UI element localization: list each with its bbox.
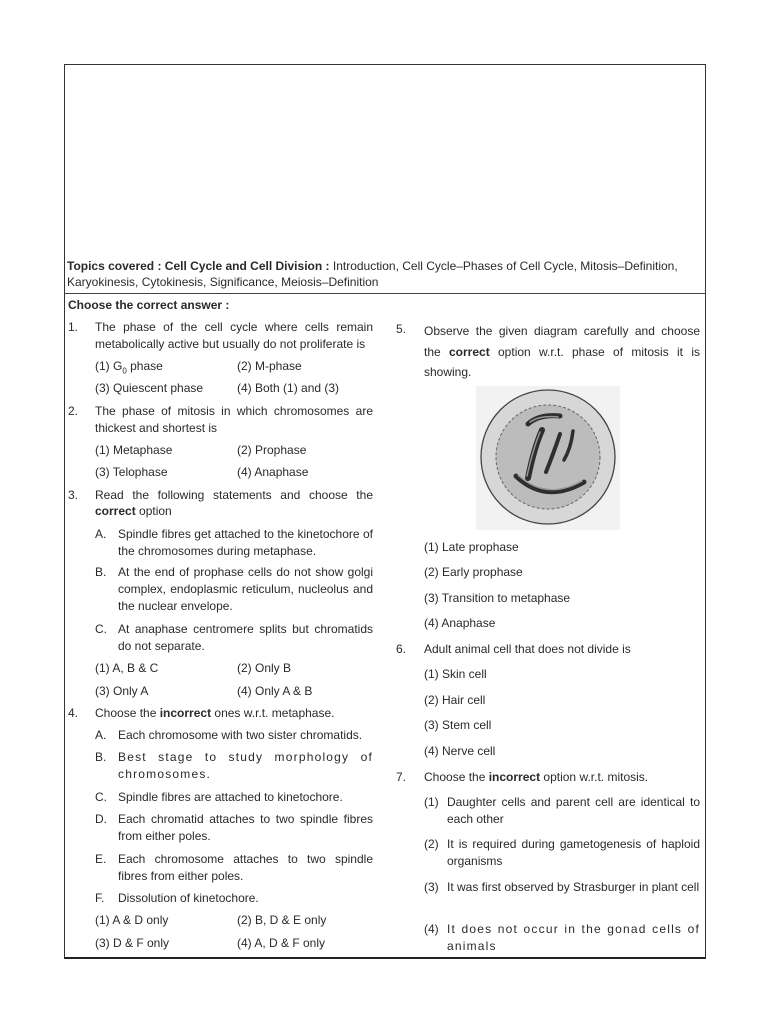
q4-statement-b: B. Best stage to study morphology of chromosomes.	[95, 750, 373, 781]
q1-text: The phase of the cell cycle where cells remain metabolically active but usually do not proliferate is	[95, 320, 373, 351]
q3-option-3[interactable]: (3) Only A	[95, 684, 149, 698]
q1-option-1[interactable]: (1) $G_0$ phase	[95, 359, 163, 376]
q7-option-4[interactable]: (4) It does not occur in the gonad cells of animals	[424, 922, 700, 953]
q2-number: 2.	[68, 404, 79, 418]
q4-statement-a: A. Each chromosome with two sister chromatids.	[95, 728, 363, 742]
q3-option-2[interactable]: (2) Only B	[237, 661, 292, 675]
q2-option-3[interactable]: (3) Telophase	[95, 465, 168, 479]
q3-statement-c: C. At anaphase centromere splits but chromatids do not separate.	[95, 622, 373, 653]
q6-option-1[interactable]: (1) Skin cell	[424, 667, 487, 681]
instruction: Choose the correct answer :	[68, 298, 230, 312]
divider	[64, 293, 706, 294]
q3-statement-b: B. At the end of prophase cells do not show golgi complex, endoplasmic reticulum, nucleolus and the nuclear envelope.	[95, 565, 373, 613]
q4-option-3[interactable]: (3) D & F only	[95, 936, 170, 950]
q7-text: Choose the incorrect option w.r.t. mitosis.	[424, 770, 649, 784]
q3-text-line1: Read the following statements and choose the	[95, 488, 373, 502]
topics-covered	[67, 258, 701, 290]
q3-option-4[interactable]: (4) Only A & B	[237, 684, 313, 698]
q4-number: 4.	[68, 706, 79, 720]
q3-number: 3.	[68, 488, 79, 502]
q3-option-1[interactable]: (1) A, B & C	[95, 661, 159, 675]
q6-option-2[interactable]: (2) Hair cell	[424, 693, 486, 707]
topics-label: Topics covered : Cell Cycle and Cell Division :	[67, 259, 330, 273]
q4-option-1[interactable]: (1) A & D only	[95, 913, 169, 927]
q6-number: 6.	[396, 642, 407, 656]
q4-statement-f: F. Dissolution of kinetochore.	[95, 891, 259, 905]
q4-option-4[interactable]: (4) A, D & F only	[237, 936, 326, 950]
q6-option-4[interactable]: (4) Nerve cell	[424, 744, 496, 758]
q5-option-1[interactable]: (1) Late prophase	[424, 540, 519, 554]
q2-text: The phase of mitosis in which chromosomes are thickest and shortest is	[95, 404, 373, 435]
topics-text: Introduction, Cell Cycle–Phases of Cell Cycle, Mitosis–Definition, Karyokinesis, Cytokinesis, Significance, Meiosis–Definition	[67, 259, 678, 289]
q3-statement-a: A. Spindle fibres get attached to the kinetochore of the chromosomes during metaphase.	[95, 527, 373, 558]
q1-option-4[interactable]: (4) Both (1) and (3)	[237, 381, 340, 395]
q2-option-2[interactable]: (2) Prophase	[237, 443, 307, 457]
q2-option-4[interactable]: (4) Anaphase	[237, 465, 309, 479]
q5-number: 5.	[396, 322, 407, 336]
q4-option-2[interactable]: (2) B, D & E only	[237, 913, 327, 927]
cell-diagram	[476, 386, 620, 530]
q1-option-2[interactable]: (2) M-phase	[237, 359, 302, 373]
q1-number: 1.	[68, 320, 79, 334]
q1-option-3[interactable]: (3) Quiescent phase	[95, 381, 204, 395]
q4-statement-d: D. Each chromatid attaches to two spindle fibres from either poles.	[95, 812, 373, 843]
q6-option-3[interactable]: (3) Stem cell	[424, 718, 492, 732]
q7-number: 7.	[396, 770, 407, 784]
q5-option-2[interactable]: (2) Early prophase	[424, 565, 523, 579]
q5-option-3[interactable]: (3) Transition to metaphase	[424, 591, 571, 605]
q4-statement-c: C. Spindle fibres are attached to kinetochore.	[95, 790, 343, 804]
q7-option-2[interactable]: (2) It is required during gametogenesis of haploid organisms	[424, 837, 700, 868]
q6-text: Adult animal cell that does not divide is	[424, 642, 631, 656]
q5-text: Observe the given diagram carefully and choose the correct option w.r.t. phase of mitosis it is showing.	[424, 324, 700, 379]
q4-text: Choose the incorrect ones w.r.t. metaphase.	[95, 706, 335, 720]
q2-option-1[interactable]: (1) Metaphase	[95, 443, 173, 457]
q4-statement-e: E. Each chromosome attaches to two spindle fibres from either poles.	[95, 852, 373, 883]
q5-option-4[interactable]: (4) Anaphase	[424, 616, 496, 630]
q7-option-3[interactable]: (3) It was first observed by Strasburger in plant cell	[424, 880, 700, 894]
q7-option-1[interactable]: (1) Daughter cells and parent cell are identical to each other	[424, 795, 700, 826]
q3-text-line2: correct option	[95, 504, 172, 518]
